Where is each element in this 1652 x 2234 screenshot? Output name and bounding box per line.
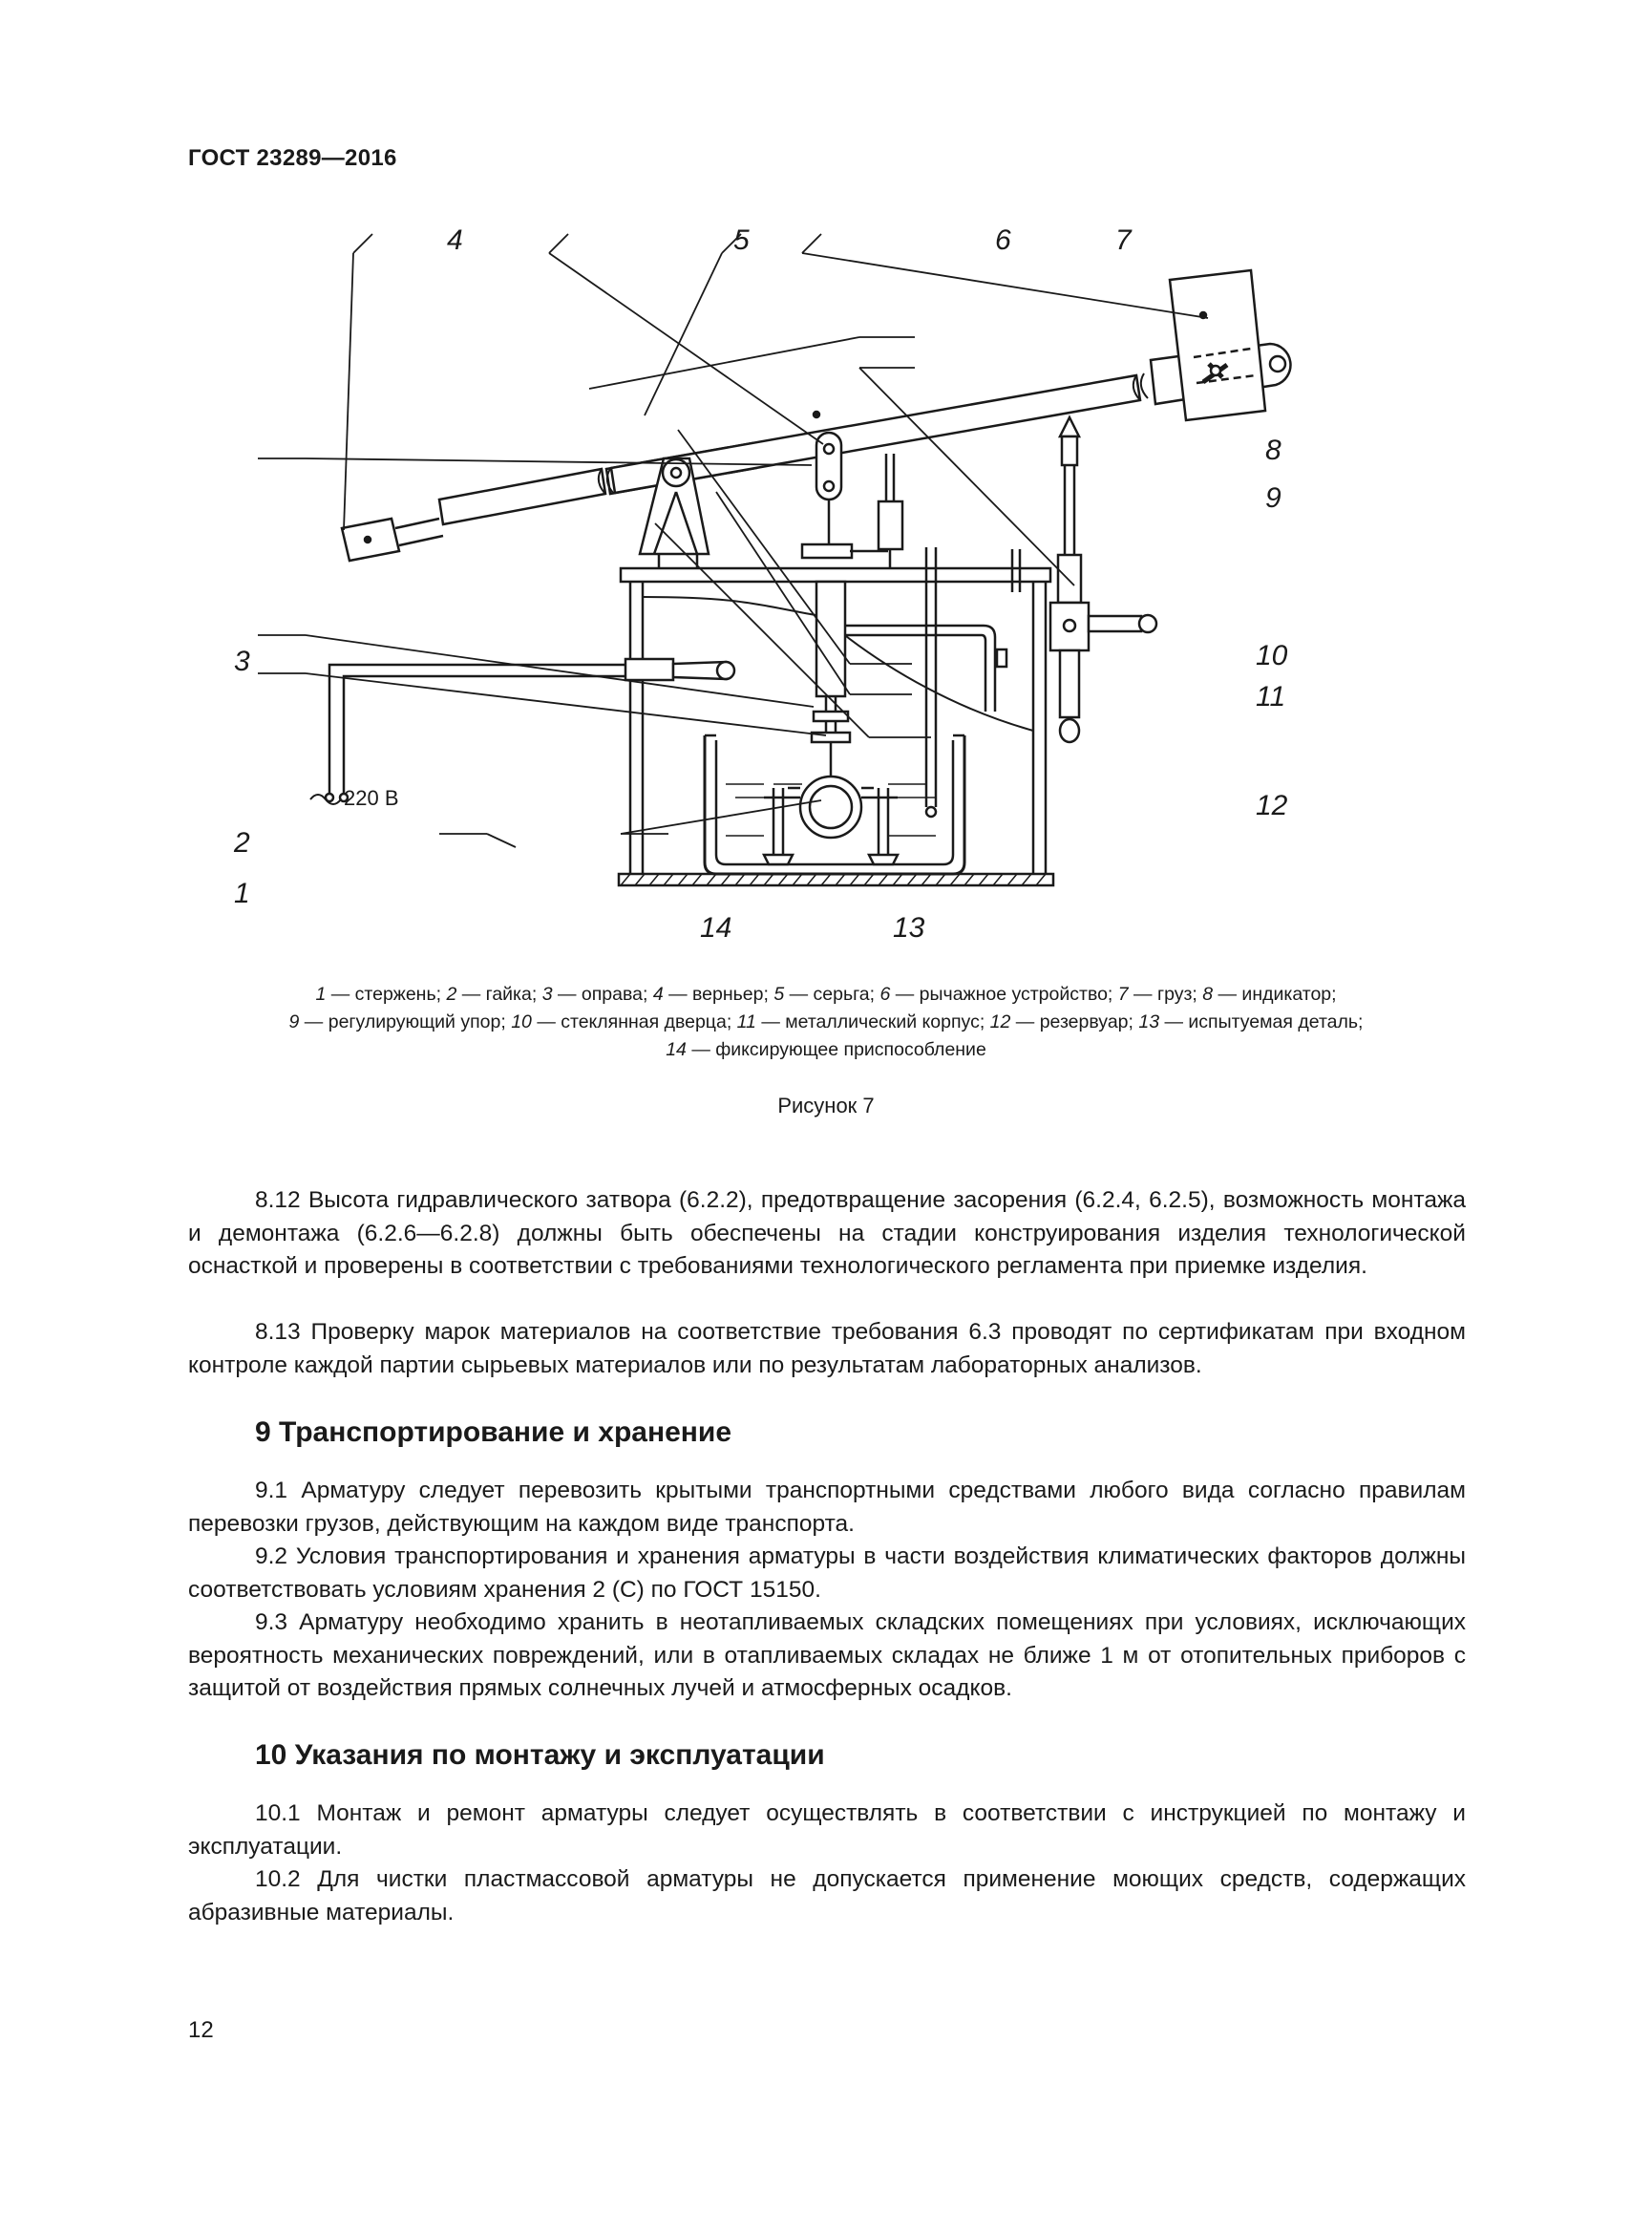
callout-11: 11 [1256,681,1286,713]
legend-num: 8 [1202,984,1214,1005]
legend-line-1 [143,981,1509,1009]
legend-line-2 [143,1009,1509,1036]
paragraph-8-12: 8.12 Высота гидравлического затвора (6.2.2), предотвращение засорения (6.2.4, 6.2.5), возможность монтажа и демонтажа (6.2.6—6.2.8) должны быть обеспечены на стадии конструирования изделия технологической оснасткой и проверены в соответствии с требованиями технологического регламента при приемке изделия. [188,1187,1466,1279]
legend-text: — испытуемая деталь; [1159,1011,1364,1032]
legend-num: 11 [736,1011,756,1032]
callout-5: 5 [733,224,750,256]
paragraph-8-13: 8.13 Проверку марок материалов на соответствие требования 6.3 проводят по сертификатам при входном контроле каждой партии сырьевых материалов или по результатам лабораторных анализов. [188,1319,1466,1378]
legend-num: 14 [666,1039,687,1060]
legend-text: — резервуар; [1010,1011,1139,1032]
test-part-and-fixture [764,777,898,864]
legend-text: — индикатор; [1213,984,1337,1005]
legend-num: 1 [315,984,327,1005]
paragraph-9-1: 9.1 Арматуру следует перевозить крытыми транспортными средствами любого вида согласно правилам перевозки грузов, действующим на каждом виде транспорта. [188,1478,1466,1537]
legend-text: — гайка; [456,984,542,1005]
legend-text: — регулирующий упор; [299,1011,512,1032]
section-heading-9: 9 Транспортирование и хранение [255,1416,732,1448]
figure-caption: Рисунок 7 [777,1094,875,1117]
callout-9: 9 [1265,482,1281,514]
legend-text: — рычажное устройство; [890,984,1118,1005]
legend-text: — груз; [1128,984,1203,1005]
legend-text: — металлический корпус; [755,1011,990,1032]
glass-door-pipe [831,547,1006,817]
legend-num: 13 [1138,1011,1160,1032]
paragraph-10-2: 10.2 Для чистки пластмассовой арматуры не допускается применение моющих средств, содержащих абразивные материалы. [188,1866,1466,1925]
callout-4: 4 [447,224,463,256]
legend-text: — оправа; [552,984,653,1005]
page-number: 12 [188,2017,214,2043]
legend-text: — серьга; [784,984,880,1005]
legend-num: 7 [1117,984,1129,1005]
legend-num: 6 [879,984,891,1005]
callout-8: 8 [1265,435,1281,466]
paragraph-9-3: 9.3 Арматуру необходимо хранить в неотапливаемых складских помещениях при условиях, исключающих вероятность механических повреждений, или в отапливаемых складах не ближе 1 м от отопительных приборов с защитой от воздействия прямых солнечных лучей и атмосферных осадков. [188,1609,1466,1701]
callout-2: 2 [234,827,250,859]
mounting-clamp [326,659,734,801]
legend-text: — фиксирующее приспособление [686,1039,986,1060]
callout-6: 6 [995,224,1011,256]
vernier [342,519,443,561]
legend-text: — верньер; [663,984,774,1005]
legend-num: 3 [541,984,553,1005]
legend-num: 10 [511,1011,532,1032]
lever-rod [439,344,1290,524]
legend-num: 12 [989,1011,1011,1032]
section-heading-10: 10 Указания по монтажу и эксплуатации [255,1739,825,1771]
voltage-value: 220 В [344,786,399,810]
legend-num: 4 [652,984,664,1005]
figure-legend [143,981,1509,1064]
indicator [879,454,902,578]
callout-1: 1 [234,878,250,909]
callout-3: 3 [234,646,250,677]
document-header: ГОСТ 23289—2016 [188,145,397,171]
legend-num: 5 [773,984,785,1005]
legend-line-3 [143,1036,1509,1064]
callout-14: 14 [700,912,732,944]
voltage-label [310,786,399,810]
rod-assembly [812,582,850,778]
legend-num: 2 [446,984,457,1005]
callout-7: 7 [1115,224,1132,256]
callout-12: 12 [1256,790,1288,821]
callout-13: 13 [893,912,925,944]
legend-text: — стеклянная дверца; [531,1011,737,1032]
weight [1170,270,1265,420]
regulating-stop [1050,417,1156,742]
figure-7-test-rig-diagram [234,215,1346,960]
callout-10: 10 [1256,640,1288,671]
legend-num: 9 [288,1011,300,1032]
paragraph-10-1: 10.1 Монтаж и ремонт арматуры следует осуществлять в соответствии с инструкцией по монтажу и эксплуатации. [188,1800,1466,1860]
legend-text: — стержень; [326,984,447,1005]
paragraph-9-2: 9.2 Условия транспортирования и хранения арматуры в части воздействия климатических факторов должны соответствовать условиям хранения 2 (С) по ГОСТ 15150. [188,1543,1466,1603]
